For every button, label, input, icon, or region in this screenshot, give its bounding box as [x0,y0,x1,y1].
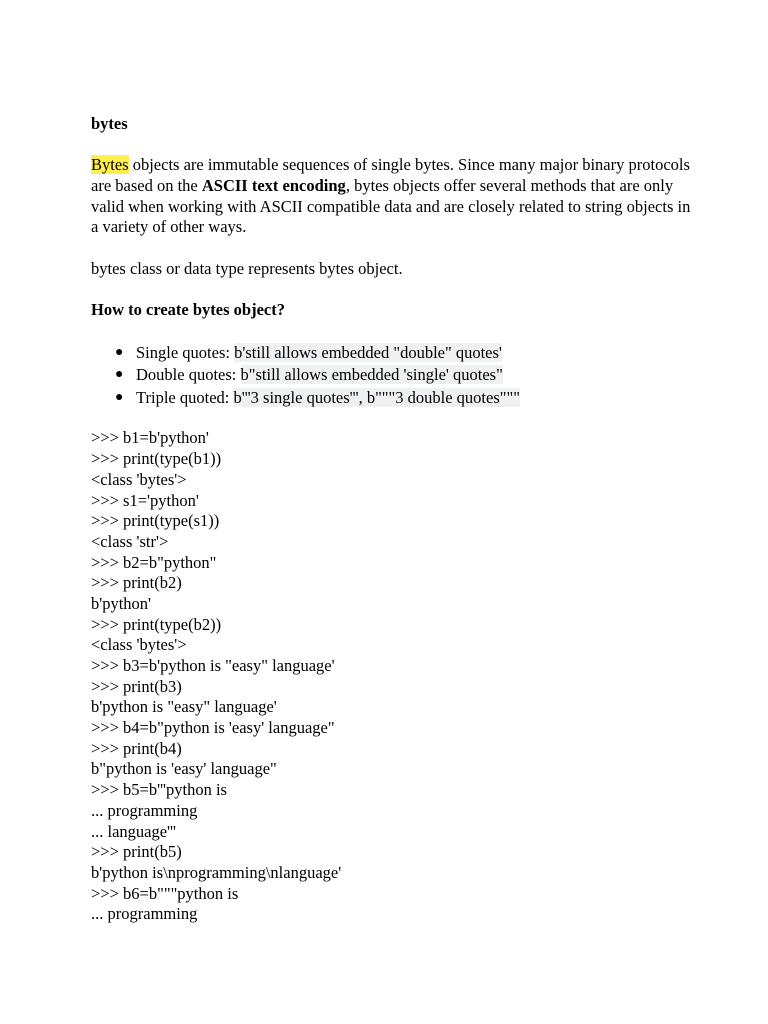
code-line: <class 'str'> [91,531,169,551]
intro-text-2: , bytes objects offer several methods that are only valid when working with ASCII compatible data and are closely related to string objects in a variety of other ways. [91,175,691,237]
highlighted-word: Bytes [91,155,129,174]
spacer [91,238,691,259]
code-line: >>> s1='python' [91,490,199,510]
code-line: >>> b6=b"""python is [91,883,239,903]
intro-bold-term: ASCII text encoding [201,175,346,195]
page-title: bytes [91,114,128,133]
spacer [91,321,691,342]
code-line: <class 'bytes'> [91,635,187,655]
code-line: >>> print(b2) [91,573,182,593]
bullet-icon: ● [115,344,124,360]
list-item [91,342,691,365]
code-line: >>> b5=b'''python is [91,780,227,800]
bullet-icon: ● [115,367,124,383]
intro-text-1: objects are immutable sequences of single bytes. Since many major binary protocols are based on the [91,155,690,195]
intro-paragraph [91,155,691,238]
list-item-code: b"still allows embedded 'single' quotes" [240,365,503,385]
section-heading: How to create bytes object? [91,299,285,319]
spacer [91,409,691,428]
code-line: >>> print(b3) [91,676,182,696]
code-line: >>> print(type(b1)) [91,449,222,469]
code-line: >>> print(b5) [91,842,182,862]
list-item-label: Double quotes: [136,365,241,385]
bullet-icon: ● [115,389,124,405]
spacer [91,135,691,155]
code-line: ... language''' [91,821,176,841]
list-item-label: Triple quoted: [136,387,234,407]
list-item-code: b'still allows embedded "double" quotes' [234,342,502,362]
code-line: b"python is 'easy' language" [91,759,277,779]
spacer [91,280,691,300]
code-line: >>> b3=b'python is "easy" language' [91,656,335,676]
code-line: >>> print(type(b2)) [91,614,222,634]
code-line: >>> b2=b"python" [91,552,217,572]
list-item-code: b'''3 single quotes''', b"""3 double quotes""" [233,387,520,407]
code-line: b'python' [91,593,152,613]
code-line: b'python is\nprogramming\nlanguage' [91,862,342,882]
code-example [91,428,691,925]
code-line: <class 'bytes'> [91,469,187,489]
code-line: >>> print(type(s1)) [91,511,220,531]
list-item [91,364,691,387]
code-line: >>> print(b4) [91,738,182,758]
list-item-label: Single quotes: [136,342,235,362]
document-page [91,114,691,925]
code-line: >>> b4=b"python is 'easy' language" [91,718,335,738]
code-line: >>> b1=b'python' [91,428,209,448]
code-line: b'python is "easy" language' [91,697,277,717]
quote-styles-list [91,342,691,410]
class-note: bytes class or data type represents bytes object. [91,259,403,279]
code-line: ... programming [91,904,198,924]
code-line: ... programming [91,800,198,820]
list-item [91,387,691,410]
